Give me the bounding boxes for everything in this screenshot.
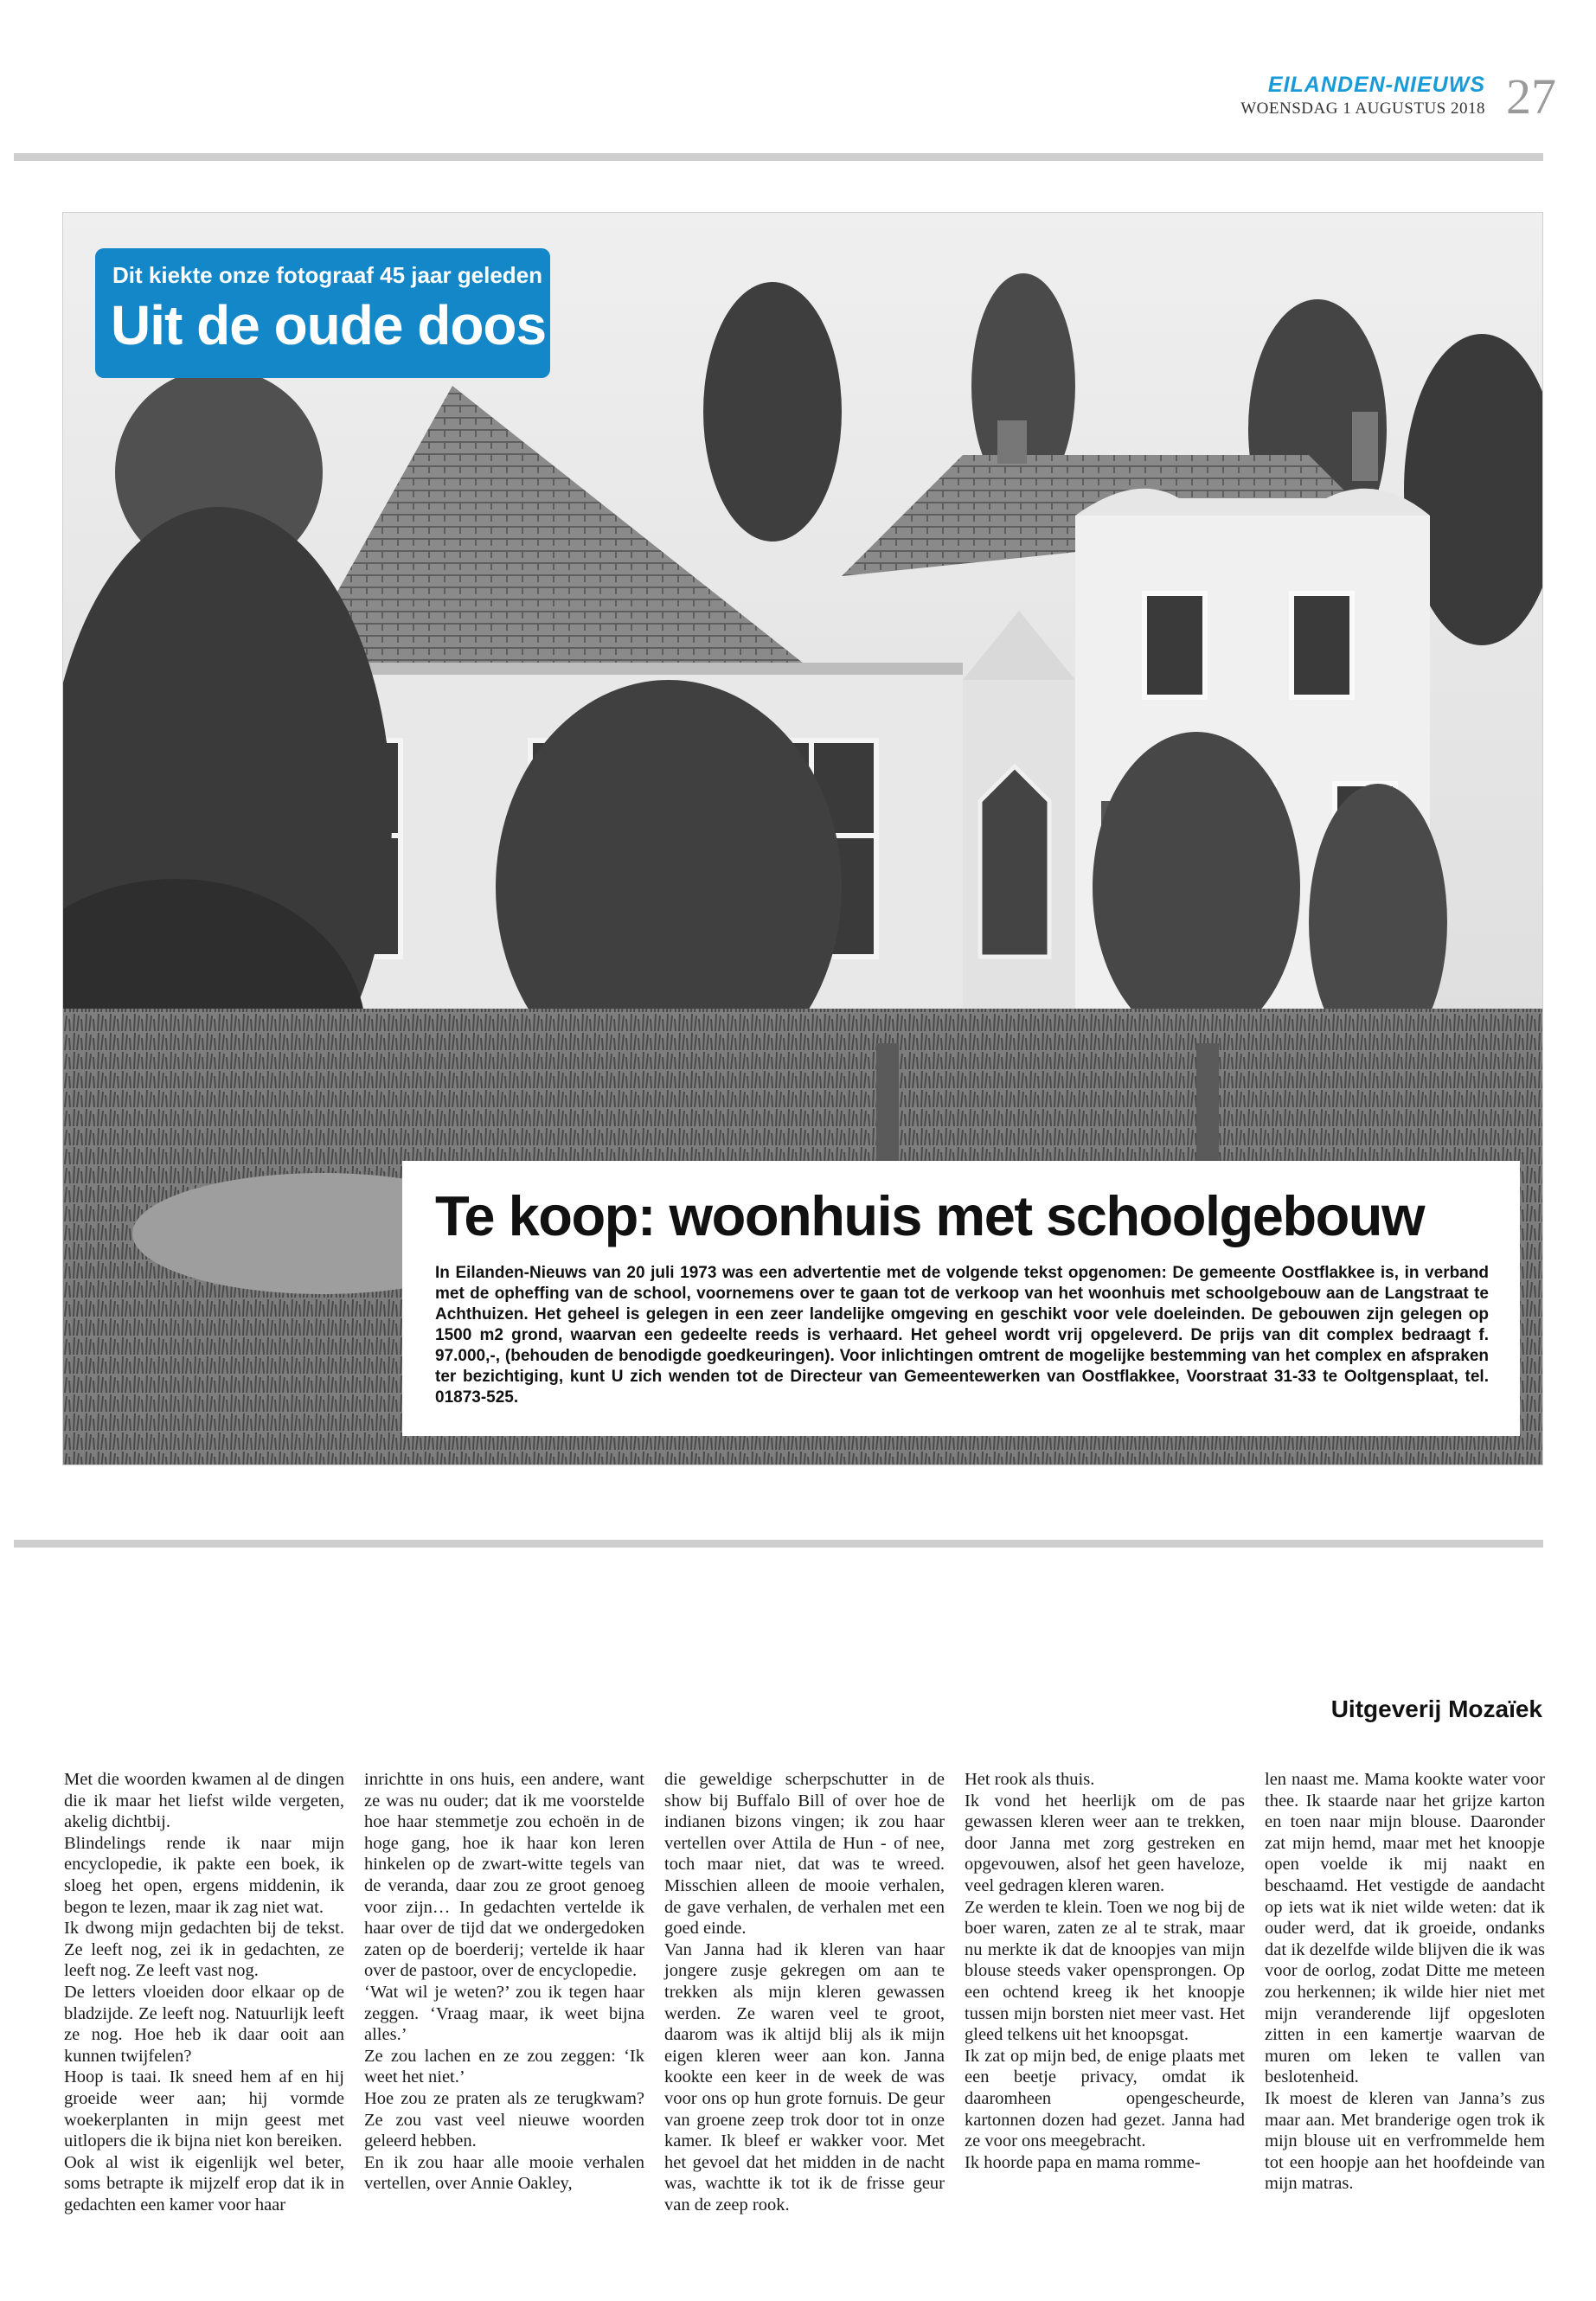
paragraph: Ik dwong mijn gedachten bij de tekst. Ze leeft nog, zei ik in gedachten, ze leeft nog. Ze leeft vast nog.: [64, 1919, 344, 1981]
paragraph: Ik hoorde papa en mama romme-: [965, 2152, 1201, 2172]
article-column-5: [1265, 1769, 1545, 2195]
paragraph: Blindelings rende ik naar mijn encyclopedie, ik pakte een boek, ik sloeg het open, ergens middenin, ik begon te lezen, maar ik zag niet wat.: [64, 1833, 344, 1917]
page-number: 27: [1506, 68, 1556, 125]
publisher-credit: Uitgeverij Mozaïek: [1330, 1695, 1542, 1722]
paragraph: die geweldige scherpschutter in de show bij Buffalo Bill of over hoe de indianen bizons vingen; ik zou haar vertellen over Attila de Hun - of nee, toch maar niet, dat was te wreed. Misschien alleen de mooie verhalen, de gave verhalen, de verhalen met een goed einde.: [664, 1770, 945, 1939]
paragraph: Ze werden te klein. Toen we nog bij de boer waren, zaten ze al te strak, maar nu merkte ik dat de knoopjes van mijn blouse steeds vaker opensprongen. Op een ochtend kreeg ik het knoopje tussen mijn borsten niet meer vast. Het gleed telkens uit het knoopsgat.: [965, 1897, 1245, 2045]
paragraph: Ik vond het heerlijk om de pas gewassen kleren weer aan te trekken, door Janna met zorg gestreken en opgevouwen, alsof het geen haveloze, veel gedragen kleren waren.: [965, 1791, 1245, 1895]
article-column-1: [64, 1769, 344, 2215]
ad-body: In Eilanden-Nieuws van 20 juli 1973 was een advertentie met de volgende tekst opgenomen: De gemeente Oostflakkee is, in verband met de opheffing van de school, voornemens over te gaan tot de verkoop van het woonhuis met schoolgebouw aan de Langstraat te Achthuizen. Het geheel is gelegen in een zeer landelijke omgeving en geschikt voor vele doeleinden. De gebouwen zijn gelegen op 1500 m2 grond, waarvan een gedeelte reeds is verhaard. Het geheel wordt vrij opgeleverd. De prijs van dit complex bedraagt f. 97.000,-, (behouden de benodigde goedkeuringen). Voor inlichtingen omtrent de mogelijke bestemming van het complex en afspraken ter bezichtiging, kunt U zich wenden tot de Directeur van Gemeentewerken van Oostflakkee, Voorstraat 31-33 te Ooltgensplaat, tel. 01873-525.: [435, 1264, 1489, 1407]
paragraph: Van Janna had ik kleren van haar jongere zusje gekregen om aan te trekken als mijn kleren gewassen werden. Ze waren veel te groot, daarom was ik altijd blij als ik mijn eigen kleren weer aan kon. Janna kookte een keer in de week de was voor ons op hun grote fornuis. De geur van groene zeep trok door tot in onze kamer. Ik bleef er wakker voor. Met het gevoel dat het midden in de nacht was, wachtte ik tot ik de frisse geur van de zeep rook.: [664, 1939, 945, 2214]
article-column-2: [364, 1769, 644, 2195]
paragraph: Het rook als thuis.: [965, 1770, 1095, 1789]
paragraph: Hoop is taai. Ik sneed hem af en hij groeide weer aan; hij vormde woekerplanten in mijn geest met uitlopers die ik bijna niet kon bereiken.: [64, 2067, 344, 2151]
paragraph: Ook al wist ik eigenlijk wel beter, soms betrapte ik mijzelf erop dat ik in gedachten een kamer voor haar: [64, 2152, 344, 2214]
paragraph: En ik zou haar alle mooie verhalen vertellen, over Annie Oakley,: [364, 2152, 644, 2194]
top-divider: [14, 153, 1543, 161]
article-columns: [64, 1769, 1545, 2253]
paragraph: len naast me. Mama kookte water voor thee. Ik staarde naar het grijze karton en toen naar mijn blouse. Daaronder zat mijn hemd, maar met het knoopje open voelde ik mij naakt en beschaamd. Het vestigde de aandacht op iets wat ik niet wilde weten: dat ik ouder werd, dat ik groeide, ondanks dat ik dezelfde wilde blijven die ik was voor de oorlog, zodat Ditte me meteen zou herkennen; ik wilde hier niet met mijn veranderende lijf opgesloten zitten in een kamertje waarvan de muren om leken te vallen van beslotenheid.: [1265, 1770, 1545, 2087]
section-divider: [14, 1540, 1543, 1548]
paragraph: Ze zou lachen en ze zou zeggen: ‘Ik weet het niet.’: [364, 2046, 644, 2087]
masthead: [1240, 73, 1485, 119]
paragraph: ‘Wat wil je weten?’ zou ik tegen haar zeggen. ‘Vraag maar, ik weet bijna alles.’: [364, 1982, 644, 2045]
paragraph: De letters vloeiden door elkaar op de bladzijde. Ze leeft nog. Natuurlijk leeft ze nog. Hoe heb ik daar ooit aan kunnen twijfelen?: [64, 1982, 344, 2066]
paragraph: inrichtte in ons huis, een andere, want ze was nu ouder; dat ik me voorstelde hoe haar stemmetje zou echoën in de hoge gang, hoe ik haar kon leren hinkelen op de zwart-witte tegels van de veranda, daar zou ze groot genoeg voor zijn… In gedachten vertelde ik haar over de tijd dat we ondergedoken zaten op de boerderij; vertelde ik haar over de pastoor, over de encyclopedie.: [364, 1770, 644, 1981]
issue-date: WOENSDAG 1 AUGUSTUS 2018: [1240, 99, 1485, 118]
newspaper-brand: EILANDEN-NIEUWS: [1267, 73, 1485, 97]
feature-label: [95, 248, 550, 378]
article-column-3: [664, 1769, 945, 2215]
paragraph: Ik moest de kleren van Janna’s zus maar aan. Met branderige ogen trok ik mijn blouse uit en verfrommelde hem tot een hoopje aan het hoofdeinde van mijn matras.: [1265, 2088, 1545, 2194]
ad-headline: Te koop: woonhuis met schoolgebouw: [435, 1184, 1425, 1247]
feature-title: Uit de oude doos: [111, 294, 547, 356]
feature-kicker: Dit kiekte onze fotograaf 45 jaar geleden: [112, 262, 543, 288]
ad-text-box: [402, 1161, 1520, 1436]
paragraph: Hoe zou ze praten als ze terugkwam? Ze zou vast veel nieuwe woorden geleerd hebben.: [364, 2088, 644, 2151]
paragraph: Ik zat op mijn bed, de enige plaats met een beetje privacy, omdat ik daaromheen opengescheurde, kartonnen dozen had gezet. Janna had ze voor ons meegebracht.: [965, 2046, 1245, 2151]
article-column-4: [965, 1769, 1245, 2173]
paragraph: Met die woorden kwamen al de dingen die ik maar het liefst wilde vergeten, akelig dichtbij.: [64, 1770, 344, 1832]
